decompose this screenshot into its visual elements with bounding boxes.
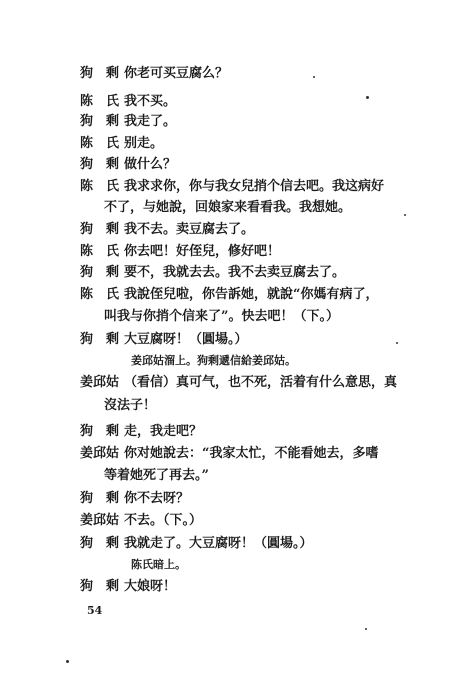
- dialogue-continuation: 等着她死了再去。”: [104, 468, 209, 483]
- dialogue-line: [80, 330, 248, 350]
- dialogue-line: [80, 64, 228, 84]
- dialogue-line: [80, 285, 378, 305]
- speaker-name: 陈 氏: [80, 179, 120, 194]
- dialogue-text: 你去吧！好侄兒，修好吧！: [124, 244, 281, 259]
- speaker-name: 陈 氏: [80, 94, 120, 109]
- dialogue-text: 大豆腐呀！（圓場。）: [124, 332, 248, 347]
- dialogue-text: 我就走了。大豆腐呀！（圓場。）: [124, 536, 313, 551]
- scan-speck: [396, 342, 398, 344]
- speaker-name: 狗 剩: [80, 222, 120, 237]
- dialogue-continuation: 叫我与你捎个信来了”。快去吧！（下。）: [104, 309, 339, 324]
- dialogue-line: [80, 112, 176, 132]
- scan-speck: [66, 660, 69, 663]
- dialogue-text: 要不，我就去去。我不去卖豆腐去了。: [124, 265, 346, 280]
- dialogue-text: 我不去。卖豆腐去了。: [124, 222, 255, 237]
- dialogue-line: [80, 577, 176, 597]
- stage-direction: 姜邱姑溜上。狗剩遞信給姜邱姑。: [131, 354, 296, 367]
- speaker-name: 狗 剩: [80, 157, 120, 172]
- speaker-name: 狗 剩: [80, 536, 120, 551]
- speaker-name: 姜邱姑: [80, 513, 120, 528]
- dialogue-text: 我求求你，你与我女兒捎个信去吧。我这病好: [124, 179, 385, 194]
- scan-speck: [365, 628, 367, 630]
- dialogue-text: 我說侄兒啦，你告訴她，就說“你媽有病了，: [124, 287, 379, 302]
- dialogue-line: [80, 511, 202, 531]
- dialogue-line: [80, 534, 313, 554]
- page-number: 54: [87, 604, 103, 617]
- dialogue-text: 你老可买豆腐么？: [124, 66, 229, 81]
- dialogue-line: [80, 242, 280, 262]
- speaker-name: 狗 剩: [80, 491, 120, 506]
- scan-speck: [404, 214, 406, 216]
- speaker-name: 狗 剩: [80, 265, 120, 280]
- dialogue-text: 我走了。: [124, 114, 177, 129]
- dialogue-line: [80, 489, 189, 509]
- scan-speck: [366, 96, 369, 99]
- speaker-name: 姜邱姑: [80, 375, 120, 390]
- speaker-name: 狗 剩: [80, 579, 120, 594]
- dialogue-line: [80, 373, 397, 393]
- speaker-name: 陈 氏: [80, 287, 120, 302]
- dialogue-continuation: 不了，与她說，回娘家来看看我。我想她。: [104, 200, 352, 215]
- speaker-name: 狗 剩: [80, 114, 120, 129]
- dialogue-text: 我不买。: [124, 94, 177, 109]
- dialogue-text: 做什么？: [124, 157, 177, 172]
- dialogue-text: 你对她說去：“我家太忙，不能看她去，多嗜: [124, 446, 379, 461]
- speaker-name: 狗 剩: [80, 332, 120, 347]
- dialogue-text: 走，我走吧？: [124, 424, 203, 439]
- dialogue-line: [80, 263, 345, 283]
- dialogue-text: 你不去呀？: [124, 491, 190, 506]
- dialogue-continuation: 沒法子！: [104, 398, 157, 413]
- dialogue-line: [80, 92, 176, 112]
- dialogue-text: 不去。（下。）: [124, 513, 203, 528]
- speaker-name: 狗 剩: [80, 424, 120, 439]
- speaker-name: 姜邱姑: [80, 446, 120, 461]
- dialogue-text: 别走。: [124, 136, 164, 151]
- speaker-name: 陈 氏: [80, 244, 120, 259]
- dialogue-line: [80, 177, 384, 197]
- dialogue-text: 大娘呀！: [124, 579, 177, 594]
- speaker-name: 狗 剩: [80, 66, 120, 81]
- stage-direction: 陈氏暗上。: [131, 558, 186, 571]
- scan-speck: [313, 76, 315, 78]
- dialogue-line: [80, 220, 254, 240]
- dialogue-line: [80, 155, 176, 175]
- speaker-name: 陈 氏: [80, 136, 120, 151]
- dialogue-text: （看信）真可气，也不死，活着有什么意思，真: [124, 375, 398, 390]
- dialogue-line: [80, 422, 202, 442]
- dialogue-line: [80, 134, 163, 154]
- dialogue-line: [80, 444, 378, 464]
